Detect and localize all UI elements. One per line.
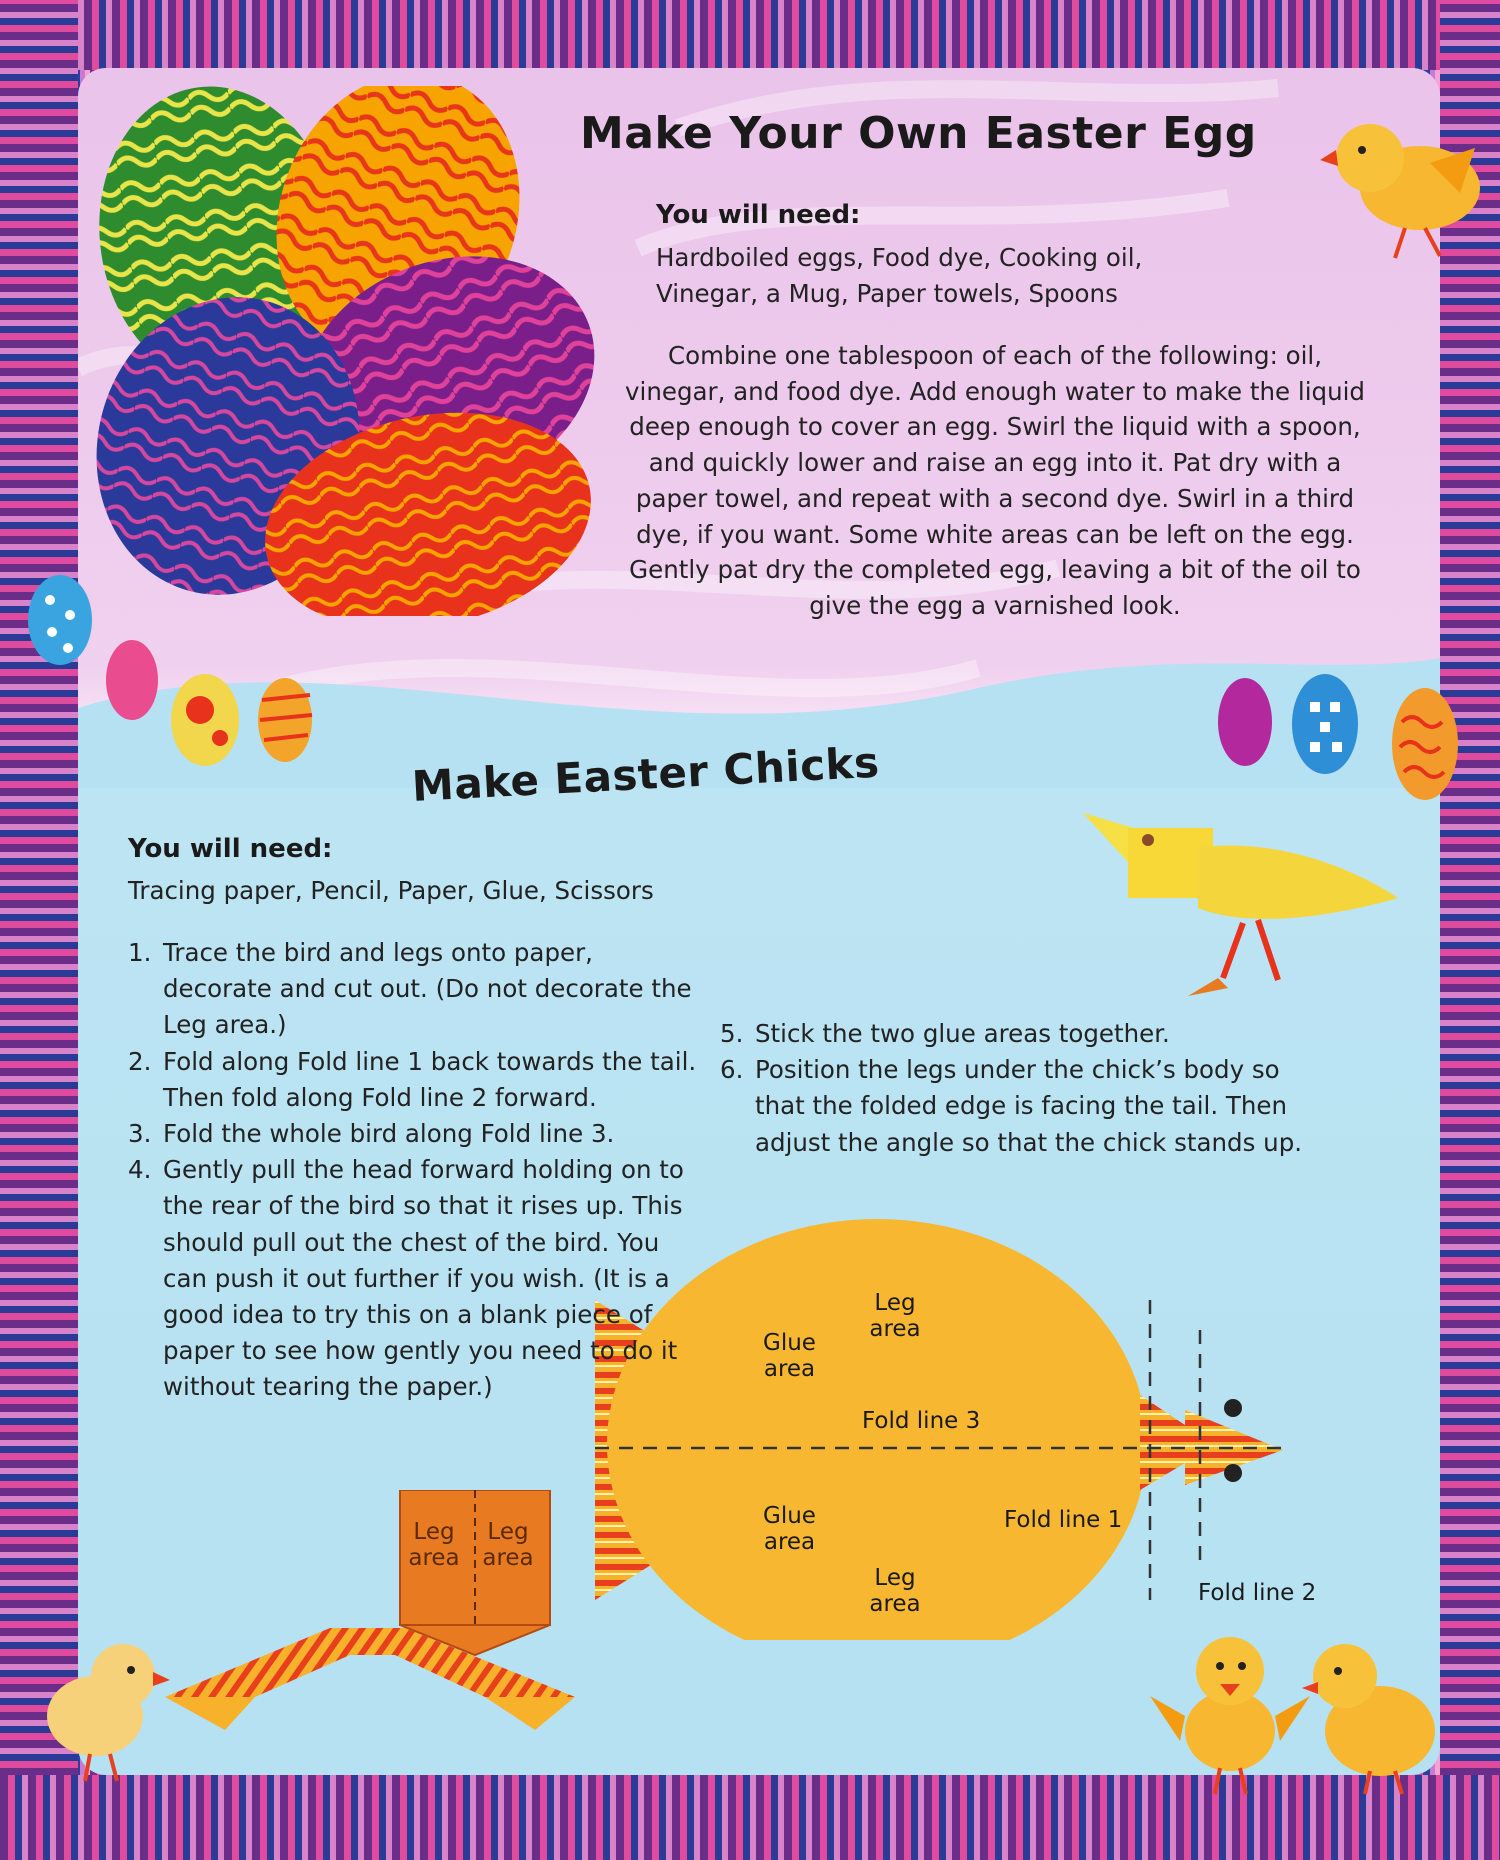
- step-item: [128, 1116, 708, 1152]
- chick-illustration-top-right: [1310, 108, 1490, 268]
- fold-line-3-label: Fold line 3: [862, 1408, 981, 1434]
- step-text: Fold the whole bird along Fold line 3.: [163, 1119, 615, 1149]
- chick-steps-left-column: [128, 935, 708, 1406]
- step-number: 3.: [128, 1119, 152, 1149]
- step-number: 5.: [720, 1019, 744, 1048]
- egg-need-label: You will need:: [656, 200, 861, 230]
- chick-need-label: You will need:: [128, 834, 333, 864]
- small-eggs-left: [20, 570, 360, 770]
- step-text: Trace the bird and legs onto paper, decorate and cut out. (Do not decorate the Leg area.): [163, 938, 692, 1040]
- leg-area-label-top: Leg area: [869, 1290, 921, 1342]
- step-number: 6.: [720, 1055, 744, 1085]
- border-stripes-left: [0, 0, 78, 1860]
- border-stripes-right: [1440, 0, 1500, 1860]
- step-text: Position the legs under the chick’s body so that the folded edge is facing the tail. Then adjust the angle so that the chick stands up.: [755, 1055, 1303, 1157]
- leg-template-label-1: Leg area: [408, 1519, 460, 1571]
- step-item: [720, 1016, 1320, 1052]
- fold-line-2-label: Fold line 2: [1198, 1580, 1317, 1606]
- leg-template-label-2: Leg area: [482, 1519, 534, 1571]
- step-item: [128, 935, 708, 1044]
- step-text: Gently pull the head forward holding on to the rear of the bird so that it rises up. This should pull out the chest of the bird. You can push it out further if you wish. (It is a good idea to try this on a blank piece of paper to see how gently you need to do it without tearing the paper.): [163, 1155, 684, 1402]
- glue-area-label-top: Glue area: [763, 1330, 816, 1382]
- step-number: 4.: [128, 1155, 152, 1185]
- marbled-eggs-illustration: [88, 86, 628, 616]
- glue-area-label-bottom: Glue area: [763, 1503, 816, 1555]
- step-number: 2.: [128, 1046, 152, 1076]
- chick-illustration-bottom-left: [35, 1636, 175, 1786]
- leg-area-label-bottom: Leg area: [869, 1565, 921, 1617]
- egg-instructions: Combine one tablespoon of each of the following: oil, vinegar, and food dye. Add enough water to make the liquid deep enough to cover an egg. Swirl the liquid with a spoon, and quickly lower and raise an egg into it. Pat dry with a paper towel, and repeat with a second dye. Swirl in a third dye, if you want. Some white areas can be left on the egg. Gently pat dry the completed egg, leaving a bit of the oil to give the egg a varnished look.: [625, 341, 1365, 620]
- small-eggs-right: [1210, 662, 1480, 822]
- chicks-illustration-bottom-right: [1150, 1616, 1450, 1796]
- chick-supplies-list: Tracing paper, Pencil, Paper, Glue, Scissors: [128, 876, 654, 905]
- step-text: Stick the two glue areas together.: [755, 1019, 1170, 1048]
- step-number: 1.: [128, 938, 152, 967]
- border-stripes-top: [0, 0, 1500, 70]
- step-text: Fold along Fold line 1 back towards the tail. Then fold along Fold line 2 forward.: [163, 1046, 697, 1112]
- step-item: [720, 1052, 1320, 1161]
- paper-chick-model: [1078, 808, 1418, 1008]
- egg-supplies-list: Hardboiled eggs, Food dye, Cooking oil, Vinegar, a Mug, Paper towels, Spoons: [656, 243, 1143, 308]
- step-item: [128, 1152, 708, 1405]
- fold-line-1-label: Fold line 1: [1004, 1507, 1123, 1533]
- chick-section-title: Make Easter Chicks: [410, 737, 881, 811]
- step-item: [128, 1044, 708, 1116]
- chick-steps-right-column: [720, 1016, 1320, 1161]
- egg-section-title: Make Your Own Easter Egg: [580, 108, 1257, 159]
